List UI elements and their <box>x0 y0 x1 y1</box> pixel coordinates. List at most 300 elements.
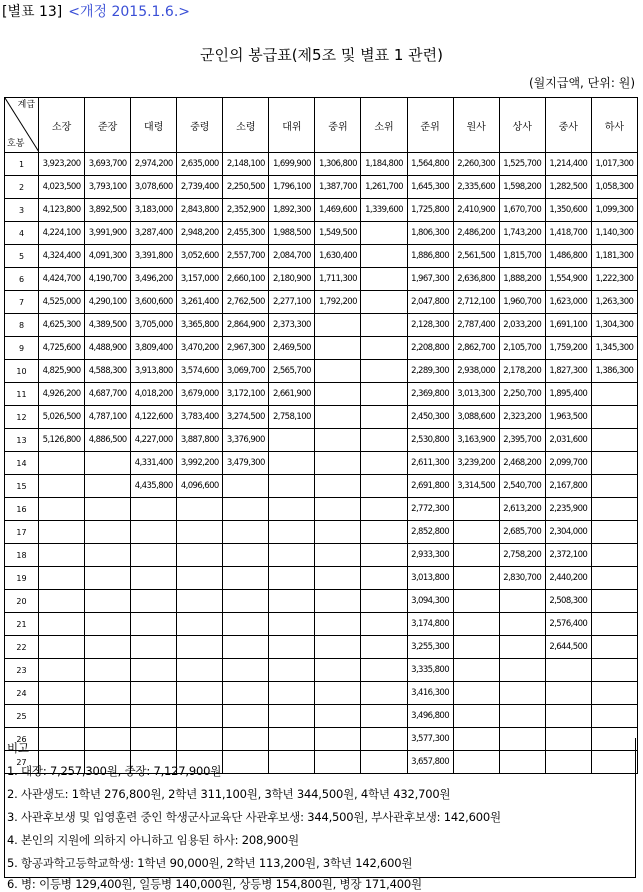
salary-cell: 3,657,800 <box>407 751 453 774</box>
salary-cell: 2,335,600 <box>453 176 499 199</box>
step-cell: 18 <box>5 544 39 567</box>
column-header: 대위 <box>269 98 315 153</box>
salary-cell: 1,691,100 <box>545 314 591 337</box>
salary-cell: 1,214,400 <box>545 153 591 176</box>
salary-cell <box>315 705 361 728</box>
annex-label: [별표 13] <box>2 4 63 20</box>
salary-cell: 2,304,000 <box>545 521 591 544</box>
step-cell: 25 <box>5 705 39 728</box>
salary-cell: 3,287,400 <box>131 222 177 245</box>
salary-cell <box>453 521 499 544</box>
salary-cell <box>85 659 131 682</box>
salary-cell: 2,685,700 <box>499 521 545 544</box>
salary-cell: 2,373,300 <box>269 314 315 337</box>
salary-cell: 4,091,300 <box>85 245 131 268</box>
salary-cell <box>453 498 499 521</box>
salary-cell <box>223 544 269 567</box>
salary-cell: 2,469,500 <box>269 337 315 360</box>
salary-cell: 2,208,800 <box>407 337 453 360</box>
salary-cell: 3,376,900 <box>223 429 269 452</box>
step-cell: 13 <box>5 429 39 452</box>
step-cell: 7 <box>5 291 39 314</box>
salary-cell: 3,088,600 <box>453 406 499 429</box>
salary-cell <box>223 498 269 521</box>
salary-cell <box>361 222 407 245</box>
salary-cell: 1,888,200 <box>499 268 545 291</box>
salary-cell <box>315 429 361 452</box>
salary-cell: 1,796,100 <box>269 176 315 199</box>
salary-cell: 2,084,700 <box>269 245 315 268</box>
salary-cell: 4,787,100 <box>85 406 131 429</box>
salary-cell <box>361 245 407 268</box>
salary-cell <box>223 705 269 728</box>
step-cell: 5 <box>5 245 39 268</box>
salary-cell <box>591 613 637 636</box>
column-header: 원사 <box>453 98 499 153</box>
notes-heading: 비고 <box>7 741 29 755</box>
salary-cell: 2,047,800 <box>407 291 453 314</box>
salary-cell <box>453 567 499 590</box>
salary-cell <box>315 590 361 613</box>
salary-cell <box>269 590 315 613</box>
step-cell: 17 <box>5 521 39 544</box>
salary-cell <box>223 636 269 659</box>
salary-cell <box>591 406 637 429</box>
salary-cell: 2,772,300 <box>407 498 453 521</box>
salary-cell <box>545 659 591 682</box>
table-row <box>5 176 638 199</box>
salary-cell: 3,992,200 <box>177 452 223 475</box>
salary-cell: 1,017,300 <box>591 153 637 176</box>
salary-cell <box>315 337 361 360</box>
table-row <box>5 567 638 590</box>
salary-cell: 4,687,700 <box>85 383 131 406</box>
salary-cell <box>131 544 177 567</box>
salary-cell: 2,455,300 <box>223 222 269 245</box>
salary-cell <box>361 406 407 429</box>
salary-cell <box>361 636 407 659</box>
salary-cell <box>177 705 223 728</box>
salary-cell: 2,661,900 <box>269 383 315 406</box>
salary-cell: 3,892,500 <box>85 199 131 222</box>
salary-cell <box>85 636 131 659</box>
salary-cell: 1,815,700 <box>499 245 545 268</box>
salary-cell <box>131 498 177 521</box>
salary-cell: 2,250,500 <box>223 176 269 199</box>
salary-cell: 1,792,200 <box>315 291 361 314</box>
salary-cell <box>85 475 131 498</box>
salary-cell: 2,787,400 <box>453 314 499 337</box>
step-cell: 6 <box>5 268 39 291</box>
salary-cell: 4,424,700 <box>39 268 85 291</box>
salary-cell: 3,923,200 <box>39 153 85 176</box>
salary-cell: 3,416,300 <box>407 682 453 705</box>
salary-cell: 1,967,300 <box>407 268 453 291</box>
salary-cell <box>315 567 361 590</box>
salary-cell: 2,235,900 <box>545 498 591 521</box>
salary-cell <box>269 452 315 475</box>
salary-cell: 3,013,300 <box>453 383 499 406</box>
salary-cell <box>177 682 223 705</box>
salary-cell: 1,554,900 <box>545 268 591 291</box>
salary-cell <box>131 613 177 636</box>
salary-cell: 1,418,700 <box>545 222 591 245</box>
salary-cell <box>269 567 315 590</box>
salary-cell <box>315 360 361 383</box>
header-row <box>5 98 638 153</box>
salary-cell <box>223 521 269 544</box>
table-row <box>5 659 638 682</box>
document-title: 군인의 봉급표(제5조 및 별표 1 관련) <box>199 46 443 64</box>
step-cell: 8 <box>5 314 39 337</box>
salary-cell: 1,670,700 <box>499 199 545 222</box>
salary-cell <box>315 314 361 337</box>
salary-cell: 1,564,800 <box>407 153 453 176</box>
salary-cell: 3,470,200 <box>177 337 223 360</box>
table-body <box>5 153 638 774</box>
corner-rank-label: 계급 <box>17 100 36 110</box>
salary-cell: 2,933,300 <box>407 544 453 567</box>
salary-cell: 3,783,400 <box>177 406 223 429</box>
salary-cell: 2,277,100 <box>269 291 315 314</box>
salary-cell <box>39 498 85 521</box>
salary-cell: 2,540,700 <box>499 475 545 498</box>
salary-cell: 1,184,800 <box>361 153 407 176</box>
salary-cell <box>453 590 499 613</box>
salary-cell <box>177 498 223 521</box>
table-row <box>5 429 638 452</box>
salary-cell: 2,372,100 <box>545 544 591 567</box>
salary-cell: 1,630,400 <box>315 245 361 268</box>
salary-cell <box>361 475 407 498</box>
salary-cell: 1,387,700 <box>315 176 361 199</box>
salary-cell: 4,625,300 <box>39 314 85 337</box>
salary-cell: 1,711,300 <box>315 268 361 291</box>
salary-cell <box>315 682 361 705</box>
salary-cell <box>361 268 407 291</box>
salary-cell: 3,705,000 <box>131 314 177 337</box>
salary-cell: 1,306,800 <box>315 153 361 176</box>
salary-cell: 2,644,500 <box>545 636 591 659</box>
salary-cell: 4,825,900 <box>39 360 85 383</box>
salary-cell: 3,365,800 <box>177 314 223 337</box>
step-cell: 14 <box>5 452 39 475</box>
salary-cell: 2,128,300 <box>407 314 453 337</box>
salary-cell: 2,635,000 <box>177 153 223 176</box>
salary-cell <box>361 337 407 360</box>
salary-cell <box>177 567 223 590</box>
salary-cell <box>591 429 637 452</box>
salary-cell: 3,174,800 <box>407 613 453 636</box>
salary-cell <box>223 659 269 682</box>
salary-cell: 4,588,300 <box>85 360 131 383</box>
salary-cell <box>85 590 131 613</box>
salary-cell <box>131 682 177 705</box>
salary-cell: 1,963,500 <box>545 406 591 429</box>
salary-cell: 2,180,900 <box>269 268 315 291</box>
salary-cell <box>131 705 177 728</box>
salary-cell: 4,488,900 <box>85 337 131 360</box>
salary-cell: 1,827,300 <box>545 360 591 383</box>
salary-cell: 2,033,200 <box>499 314 545 337</box>
salary-cell: 2,739,400 <box>177 176 223 199</box>
salary-cell: 4,290,100 <box>85 291 131 314</box>
salary-cell <box>85 567 131 590</box>
table-row <box>5 544 638 567</box>
salary-cell: 2,938,000 <box>453 360 499 383</box>
salary-cell <box>177 636 223 659</box>
table-row <box>5 682 638 705</box>
note-3: 3. 사관후보생 및 입영훈련 중인 학생군사교육단 사관후보생: 344,500원, 부사관후보생: 142,600원 <box>7 810 501 824</box>
column-header: 대령 <box>131 98 177 153</box>
salary-cell <box>499 590 545 613</box>
salary-cell <box>39 682 85 705</box>
salary-cell <box>545 682 591 705</box>
salary-cell: 2,148,100 <box>223 153 269 176</box>
table-row <box>5 475 638 498</box>
table-row <box>5 222 638 245</box>
salary-cell <box>269 498 315 521</box>
salary-cell <box>315 544 361 567</box>
salary-cell: 2,967,300 <box>223 337 269 360</box>
salary-cell <box>361 429 407 452</box>
salary-cell <box>499 682 545 705</box>
step-cell: 21 <box>5 613 39 636</box>
salary-cell <box>453 544 499 567</box>
salary-cell: 2,561,500 <box>453 245 499 268</box>
step-cell: 16 <box>5 498 39 521</box>
salary-cell: 5,026,500 <box>39 406 85 429</box>
salary-cell: 3,172,100 <box>223 383 269 406</box>
salary-cell <box>545 705 591 728</box>
salary-cell <box>361 314 407 337</box>
salary-cell: 4,525,000 <box>39 291 85 314</box>
salary-cell: 1,486,800 <box>545 245 591 268</box>
salary-cell <box>591 452 637 475</box>
step-cell: 23 <box>5 659 39 682</box>
table-row <box>5 153 638 176</box>
salary-cell <box>269 705 315 728</box>
salary-cell: 3,078,600 <box>131 176 177 199</box>
salary-cell: 3,239,200 <box>453 452 499 475</box>
salary-cell: 2,565,700 <box>269 360 315 383</box>
salary-cell: 2,167,800 <box>545 475 591 498</box>
salary-cell: 3,793,100 <box>85 176 131 199</box>
salary-cell: 1,759,200 <box>545 337 591 360</box>
salary-cell: 2,178,200 <box>499 360 545 383</box>
salary-cell: 4,122,600 <box>131 406 177 429</box>
salary-cell: 1,282,500 <box>545 176 591 199</box>
note-6: 6. 병: 이등병 129,400원, 일등병 140,000원, 상등병 154,800원, 병장 171,400원 <box>7 877 422 891</box>
table-row <box>5 337 638 360</box>
salary-cell <box>361 544 407 567</box>
salary-cell <box>315 406 361 429</box>
step-cell: 27 <box>5 751 39 774</box>
step-cell: 26 <box>5 728 39 751</box>
salary-cell: 3,679,000 <box>177 383 223 406</box>
notes-box <box>4 738 636 891</box>
salary-cell <box>39 659 85 682</box>
table-row <box>5 613 638 636</box>
salary-cell: 2,530,800 <box>407 429 453 452</box>
salary-cell: 3,183,000 <box>131 199 177 222</box>
note-2: 2. 사관생도: 1학년 276,800원, 2학년 311,100원, 3학년 344,500원, 4학년 432,700원 <box>7 787 451 801</box>
salary-cell <box>315 452 361 475</box>
salary-cell: 4,389,500 <box>85 314 131 337</box>
salary-cell: 4,023,500 <box>39 176 85 199</box>
salary-cell <box>499 705 545 728</box>
salary-cell: 1,743,200 <box>499 222 545 245</box>
salary-cell: 3,600,600 <box>131 291 177 314</box>
salary-cell: 1,058,300 <box>591 176 637 199</box>
step-cell: 20 <box>5 590 39 613</box>
salary-cell: 2,613,200 <box>499 498 545 521</box>
salary-cell <box>177 544 223 567</box>
column-header: 하사 <box>591 98 637 153</box>
salary-cell: 1,886,800 <box>407 245 453 268</box>
salary-cell: 1,549,500 <box>315 222 361 245</box>
salary-cell <box>39 475 85 498</box>
salary-cell: 2,636,800 <box>453 268 499 291</box>
salary-cell: 1,261,700 <box>361 176 407 199</box>
table-row <box>5 383 638 406</box>
salary-cell <box>361 590 407 613</box>
salary-cell <box>39 705 85 728</box>
salary-cell: 4,224,100 <box>39 222 85 245</box>
salary-cell <box>591 636 637 659</box>
step-cell: 15 <box>5 475 39 498</box>
salary-cell: 2,508,300 <box>545 590 591 613</box>
salary-cell: 1,988,500 <box>269 222 315 245</box>
annex-header <box>2 1 190 21</box>
salary-cell: 2,468,200 <box>499 452 545 475</box>
salary-cell: 3,496,800 <box>407 705 453 728</box>
salary-cell <box>223 590 269 613</box>
salary-cell: 2,440,200 <box>545 567 591 590</box>
salary-cell <box>131 521 177 544</box>
salary-cell <box>39 636 85 659</box>
salary-cell: 2,576,400 <box>545 613 591 636</box>
salary-cell <box>453 659 499 682</box>
salary-cell <box>177 590 223 613</box>
unit-note: (월지급액, 단위: 원) <box>529 76 635 90</box>
salary-cell <box>315 475 361 498</box>
salary-cell: 2,031,600 <box>545 429 591 452</box>
salary-cell: 1,892,300 <box>269 199 315 222</box>
step-cell: 1 <box>5 153 39 176</box>
salary-cell: 4,227,000 <box>131 429 177 452</box>
salary-cell: 1,469,600 <box>315 199 361 222</box>
salary-cell <box>499 659 545 682</box>
salary-cell: 2,323,200 <box>499 406 545 429</box>
column-header: 소령 <box>223 98 269 153</box>
salary-cell: 3,314,500 <box>453 475 499 498</box>
salary-cell <box>177 521 223 544</box>
salary-cell: 1,304,300 <box>591 314 637 337</box>
salary-cell: 3,255,300 <box>407 636 453 659</box>
salary-cell: 3,274,500 <box>223 406 269 429</box>
step-cell: 11 <box>5 383 39 406</box>
salary-cell <box>269 659 315 682</box>
column-header: 중위 <box>315 98 361 153</box>
salary-cell: 4,435,800 <box>131 475 177 498</box>
salary-cell: 2,105,700 <box>499 337 545 360</box>
salary-cell: 2,864,900 <box>223 314 269 337</box>
salary-cell: 2,974,200 <box>131 153 177 176</box>
salary-cell <box>85 613 131 636</box>
table-row <box>5 636 638 659</box>
salary-cell: 1,806,300 <box>407 222 453 245</box>
salary-cell <box>591 383 637 406</box>
salary-cell: 2,450,300 <box>407 406 453 429</box>
salary-cell <box>453 636 499 659</box>
salary-cell: 3,577,300 <box>407 728 453 751</box>
step-cell: 12 <box>5 406 39 429</box>
salary-cell: 2,289,300 <box>407 360 453 383</box>
salary-cell <box>223 475 269 498</box>
salary-cell <box>269 429 315 452</box>
table-row <box>5 268 638 291</box>
salary-cell: 2,369,800 <box>407 383 453 406</box>
salary-cell: 1,525,700 <box>499 153 545 176</box>
salary-cell: 4,324,400 <box>39 245 85 268</box>
salary-cell <box>361 498 407 521</box>
salary-table <box>4 97 638 774</box>
salary-cell <box>39 452 85 475</box>
salary-cell: 3,991,900 <box>85 222 131 245</box>
salary-cell: 1,960,700 <box>499 291 545 314</box>
salary-cell: 3,157,000 <box>177 268 223 291</box>
salary-cell: 2,099,700 <box>545 452 591 475</box>
salary-cell: 2,762,500 <box>223 291 269 314</box>
salary-cell <box>591 682 637 705</box>
salary-cell: 3,013,800 <box>407 567 453 590</box>
salary-cell <box>591 475 637 498</box>
salary-cell <box>269 613 315 636</box>
salary-cell: 1,339,600 <box>361 199 407 222</box>
salary-cell: 2,395,700 <box>499 429 545 452</box>
salary-cell <box>361 567 407 590</box>
salary-cell: 1,350,600 <box>545 199 591 222</box>
salary-cell: 1,386,300 <box>591 360 637 383</box>
salary-cell <box>499 636 545 659</box>
salary-cell <box>223 567 269 590</box>
salary-cell <box>315 383 361 406</box>
salary-cell: 2,758,100 <box>269 406 315 429</box>
salary-cell <box>85 498 131 521</box>
column-header: 중령 <box>177 98 223 153</box>
salary-cell <box>453 705 499 728</box>
salary-cell: 2,862,700 <box>453 337 499 360</box>
salary-cell <box>315 613 361 636</box>
salary-cell <box>177 659 223 682</box>
table-row <box>5 199 638 222</box>
salary-cell: 2,410,900 <box>453 199 499 222</box>
salary-cell: 2,557,700 <box>223 245 269 268</box>
revision-note: <개정 2015.1.6.> <box>68 4 191 20</box>
table-row <box>5 245 638 268</box>
salary-cell: 2,830,700 <box>499 567 545 590</box>
salary-cell <box>591 705 637 728</box>
salary-cell <box>361 705 407 728</box>
salary-cell <box>39 521 85 544</box>
salary-cell <box>131 636 177 659</box>
salary-cell <box>223 613 269 636</box>
table-row <box>5 521 638 544</box>
salary-cell <box>85 521 131 544</box>
table-row <box>5 498 638 521</box>
note-4: 4. 본인의 지원에 의하지 아니하고 임용된 하사: 208,900원 <box>7 833 299 847</box>
